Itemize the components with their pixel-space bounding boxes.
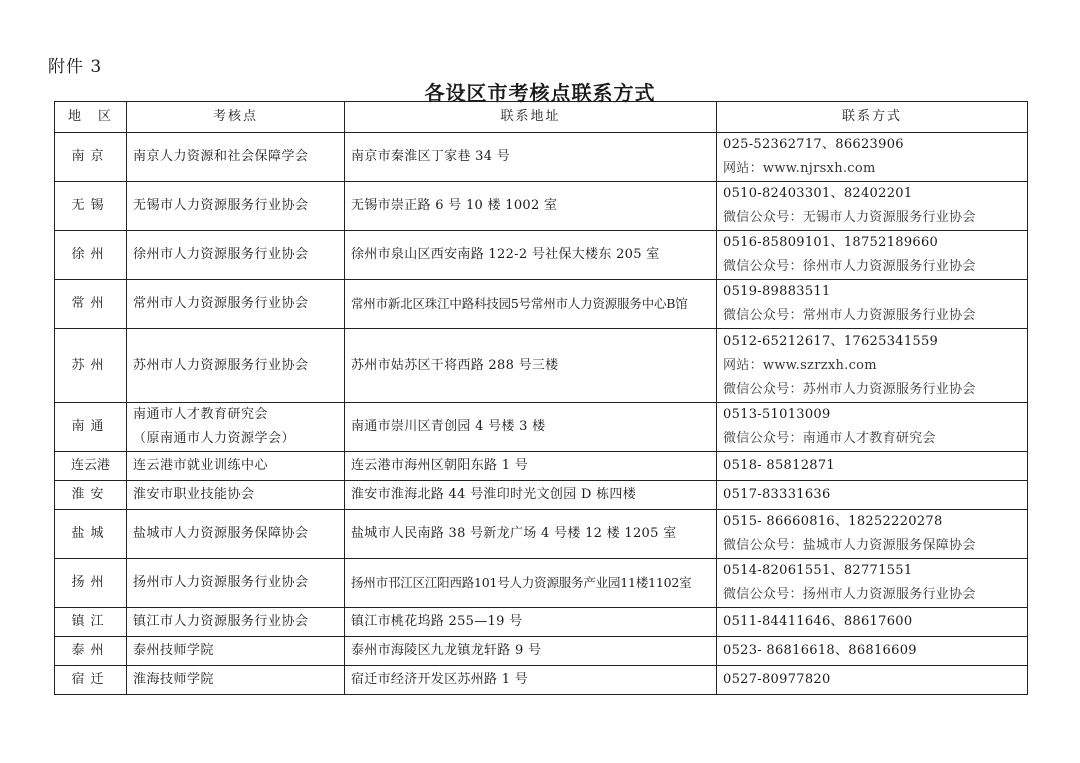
contact-wechat: 微信公众号：扬州市人力资源服务行业协会 xyxy=(723,587,976,602)
center-cell xyxy=(127,666,345,695)
table-row xyxy=(55,559,1028,608)
region-cell: 苏州 xyxy=(55,329,127,403)
contact-wechat: 微信公众号：徐州市人力资源服务行业协会 xyxy=(723,259,976,274)
contact-wechat: 微信公众号：常州市人力资源服务行业协会 xyxy=(723,308,976,323)
center-cell xyxy=(127,559,345,608)
document-title: 各设区市考核点联系方式 xyxy=(424,81,656,105)
address-cell: 淮安市淮海北路 44 号淮印时光文创园 D 栋四楼 xyxy=(345,481,717,510)
contact-phone: 025-52362717、86623906 xyxy=(723,137,904,152)
contact-phone: 0510-82403301、82402201 xyxy=(723,186,913,201)
header-region: 地 区 xyxy=(55,102,127,133)
center-name: 淮海技师学院 xyxy=(133,672,215,687)
center-name: 扬州市人力资源服务行业协会 xyxy=(133,575,309,590)
contact-website: 网站：www.njrsxh.com xyxy=(723,161,876,176)
center-name: 无锡市人力资源服务行业协会 xyxy=(133,198,309,213)
center-former-name: （原南通市人力资源学会） xyxy=(133,431,296,446)
contact-phone: 0511-84411646、88617600 xyxy=(723,614,913,629)
table-row xyxy=(55,608,1028,637)
center-name: 南通市人才教育研究会 xyxy=(133,407,269,422)
contact-table xyxy=(54,101,1028,695)
contact-cell xyxy=(717,608,1028,637)
contact-website: 网站：www.szrzxh.com xyxy=(723,357,877,373)
contact-phone: 0516-85809101、18752189660 xyxy=(723,235,939,250)
center-cell xyxy=(127,280,345,329)
center-cell xyxy=(127,510,345,559)
contact-cell xyxy=(717,231,1028,280)
table-row xyxy=(55,452,1028,481)
contact-cell xyxy=(717,280,1028,329)
region-cell: 南京 xyxy=(55,133,127,182)
center-name: 常州市人力资源服务行业协会 xyxy=(133,296,309,311)
contact-phone: 0527-80977820 xyxy=(723,672,831,687)
table-row xyxy=(55,133,1028,182)
region-cell: 泰州 xyxy=(55,637,127,666)
contact-cell xyxy=(717,510,1028,559)
address-cell: 南通市崇川区青创园 4 号楼 3 楼 xyxy=(345,403,717,452)
center-cell xyxy=(127,182,345,231)
contact-phone: 0513-51013009 xyxy=(723,407,831,422)
region-cell: 徐州 xyxy=(55,231,127,280)
region-cell: 镇江 xyxy=(55,608,127,637)
contact-wechat: 微信公众号：南通市人才教育研究会 xyxy=(723,431,936,446)
region-cell: 南通 xyxy=(55,403,127,452)
contact-cell xyxy=(717,666,1028,695)
contact-phone: 0515- 86660816、18252220278 xyxy=(723,514,943,529)
center-name: 南京人力资源和社会保障学会 xyxy=(133,149,309,164)
center-cell xyxy=(127,329,345,403)
center-cell xyxy=(127,231,345,280)
center-name: 淮安市职业技能协会 xyxy=(133,487,255,502)
address-cell: 扬州市邗江区江阳西路101号人力资源服务产业园11楼1102室 xyxy=(345,559,717,608)
table-row xyxy=(55,182,1028,231)
center-cell xyxy=(127,403,345,452)
contact-cell xyxy=(717,133,1028,182)
center-cell xyxy=(127,637,345,666)
contact-phone: 0519-89883511 xyxy=(723,284,831,299)
table-row xyxy=(55,510,1028,559)
contact-wechat: 微信公众号：苏州市人力资源服务行业协会 xyxy=(723,381,976,397)
center-name: 苏州市人力资源服务行业协会 xyxy=(133,357,309,373)
contact-cell xyxy=(717,182,1028,231)
center-cell xyxy=(127,133,345,182)
contact-phone: 0518- 85812871 xyxy=(723,458,835,473)
center-cell xyxy=(127,608,345,637)
contact-cell xyxy=(717,329,1028,403)
address-cell: 无锡市崇正路 6 号 10 楼 1002 室 xyxy=(345,182,717,231)
contact-phone: 0523- 86816618、86816609 xyxy=(723,643,917,658)
table-row xyxy=(55,666,1028,695)
address-cell: 宿迁市经济开发区苏州路 1 号 xyxy=(345,666,717,695)
table-row xyxy=(55,280,1028,329)
contact-wechat: 微信公众号：无锡市人力资源服务行业协会 xyxy=(723,210,976,225)
center-name: 徐州市人力资源服务行业协会 xyxy=(133,247,309,262)
address-cell: 盐城市人民南路 38 号新龙广场 4 号楼 12 楼 1205 室 xyxy=(345,510,717,559)
address-cell: 连云港市海州区朝阳东路 1 号 xyxy=(345,452,717,481)
table-header-row xyxy=(55,102,1028,133)
contact-phone: 0512-65212617、17625341559 xyxy=(723,333,939,349)
header-center: 考核点 xyxy=(127,102,345,133)
center-name: 盐城市人力资源服务保障协会 xyxy=(133,526,309,541)
center-name: 泰州技师学院 xyxy=(133,643,215,658)
center-cell xyxy=(127,452,345,481)
region-cell: 无锡 xyxy=(55,182,127,231)
region-cell: 常州 xyxy=(55,280,127,329)
contact-phone: 0514-82061551、82771551 xyxy=(723,563,913,578)
contact-cell xyxy=(717,637,1028,666)
contact-cell xyxy=(717,559,1028,608)
region-cell: 淮安 xyxy=(55,481,127,510)
address-cell: 泰州市海陵区九龙镇龙轩路 9 号 xyxy=(345,637,717,666)
center-name: 连云港市就业训练中心 xyxy=(133,458,269,473)
contact-wechat: 微信公众号：盐城市人力资源服务保障协会 xyxy=(723,538,976,553)
region-cell: 连云港 xyxy=(55,452,127,481)
contact-phone: 0517-83331636 xyxy=(723,487,831,502)
region-cell: 扬州 xyxy=(55,559,127,608)
table-row xyxy=(55,403,1028,452)
center-name: 镇江市人力资源服务行业协会 xyxy=(133,614,309,629)
contact-cell xyxy=(717,403,1028,452)
address-cell: 南京市秦淮区丁家巷 34 号 xyxy=(345,133,717,182)
region-cell: 宿迁 xyxy=(55,666,127,695)
contact-cell xyxy=(717,452,1028,481)
center-cell xyxy=(127,481,345,510)
header-contact: 联系方式 xyxy=(717,102,1028,133)
table-row xyxy=(55,637,1028,666)
contact-cell xyxy=(717,481,1028,510)
address-cell: 镇江市桃花坞路 255—19 号 xyxy=(345,608,717,637)
table-row xyxy=(55,231,1028,280)
table-row xyxy=(55,481,1028,510)
address-cell: 常州市新北区珠江中路科技园5号常州市人力资源服务中心B馆 xyxy=(345,280,717,329)
region-cell: 盐城 xyxy=(55,510,127,559)
address-cell: 苏州市姑苏区干将西路 288 号三楼 xyxy=(345,329,717,403)
table-row xyxy=(55,329,1028,403)
header-address: 联系地址 xyxy=(345,102,717,133)
annex-label: 附件 3 xyxy=(48,57,103,77)
address-cell: 徐州市泉山区西安南路 122-2 号社保大楼东 205 室 xyxy=(345,231,717,280)
